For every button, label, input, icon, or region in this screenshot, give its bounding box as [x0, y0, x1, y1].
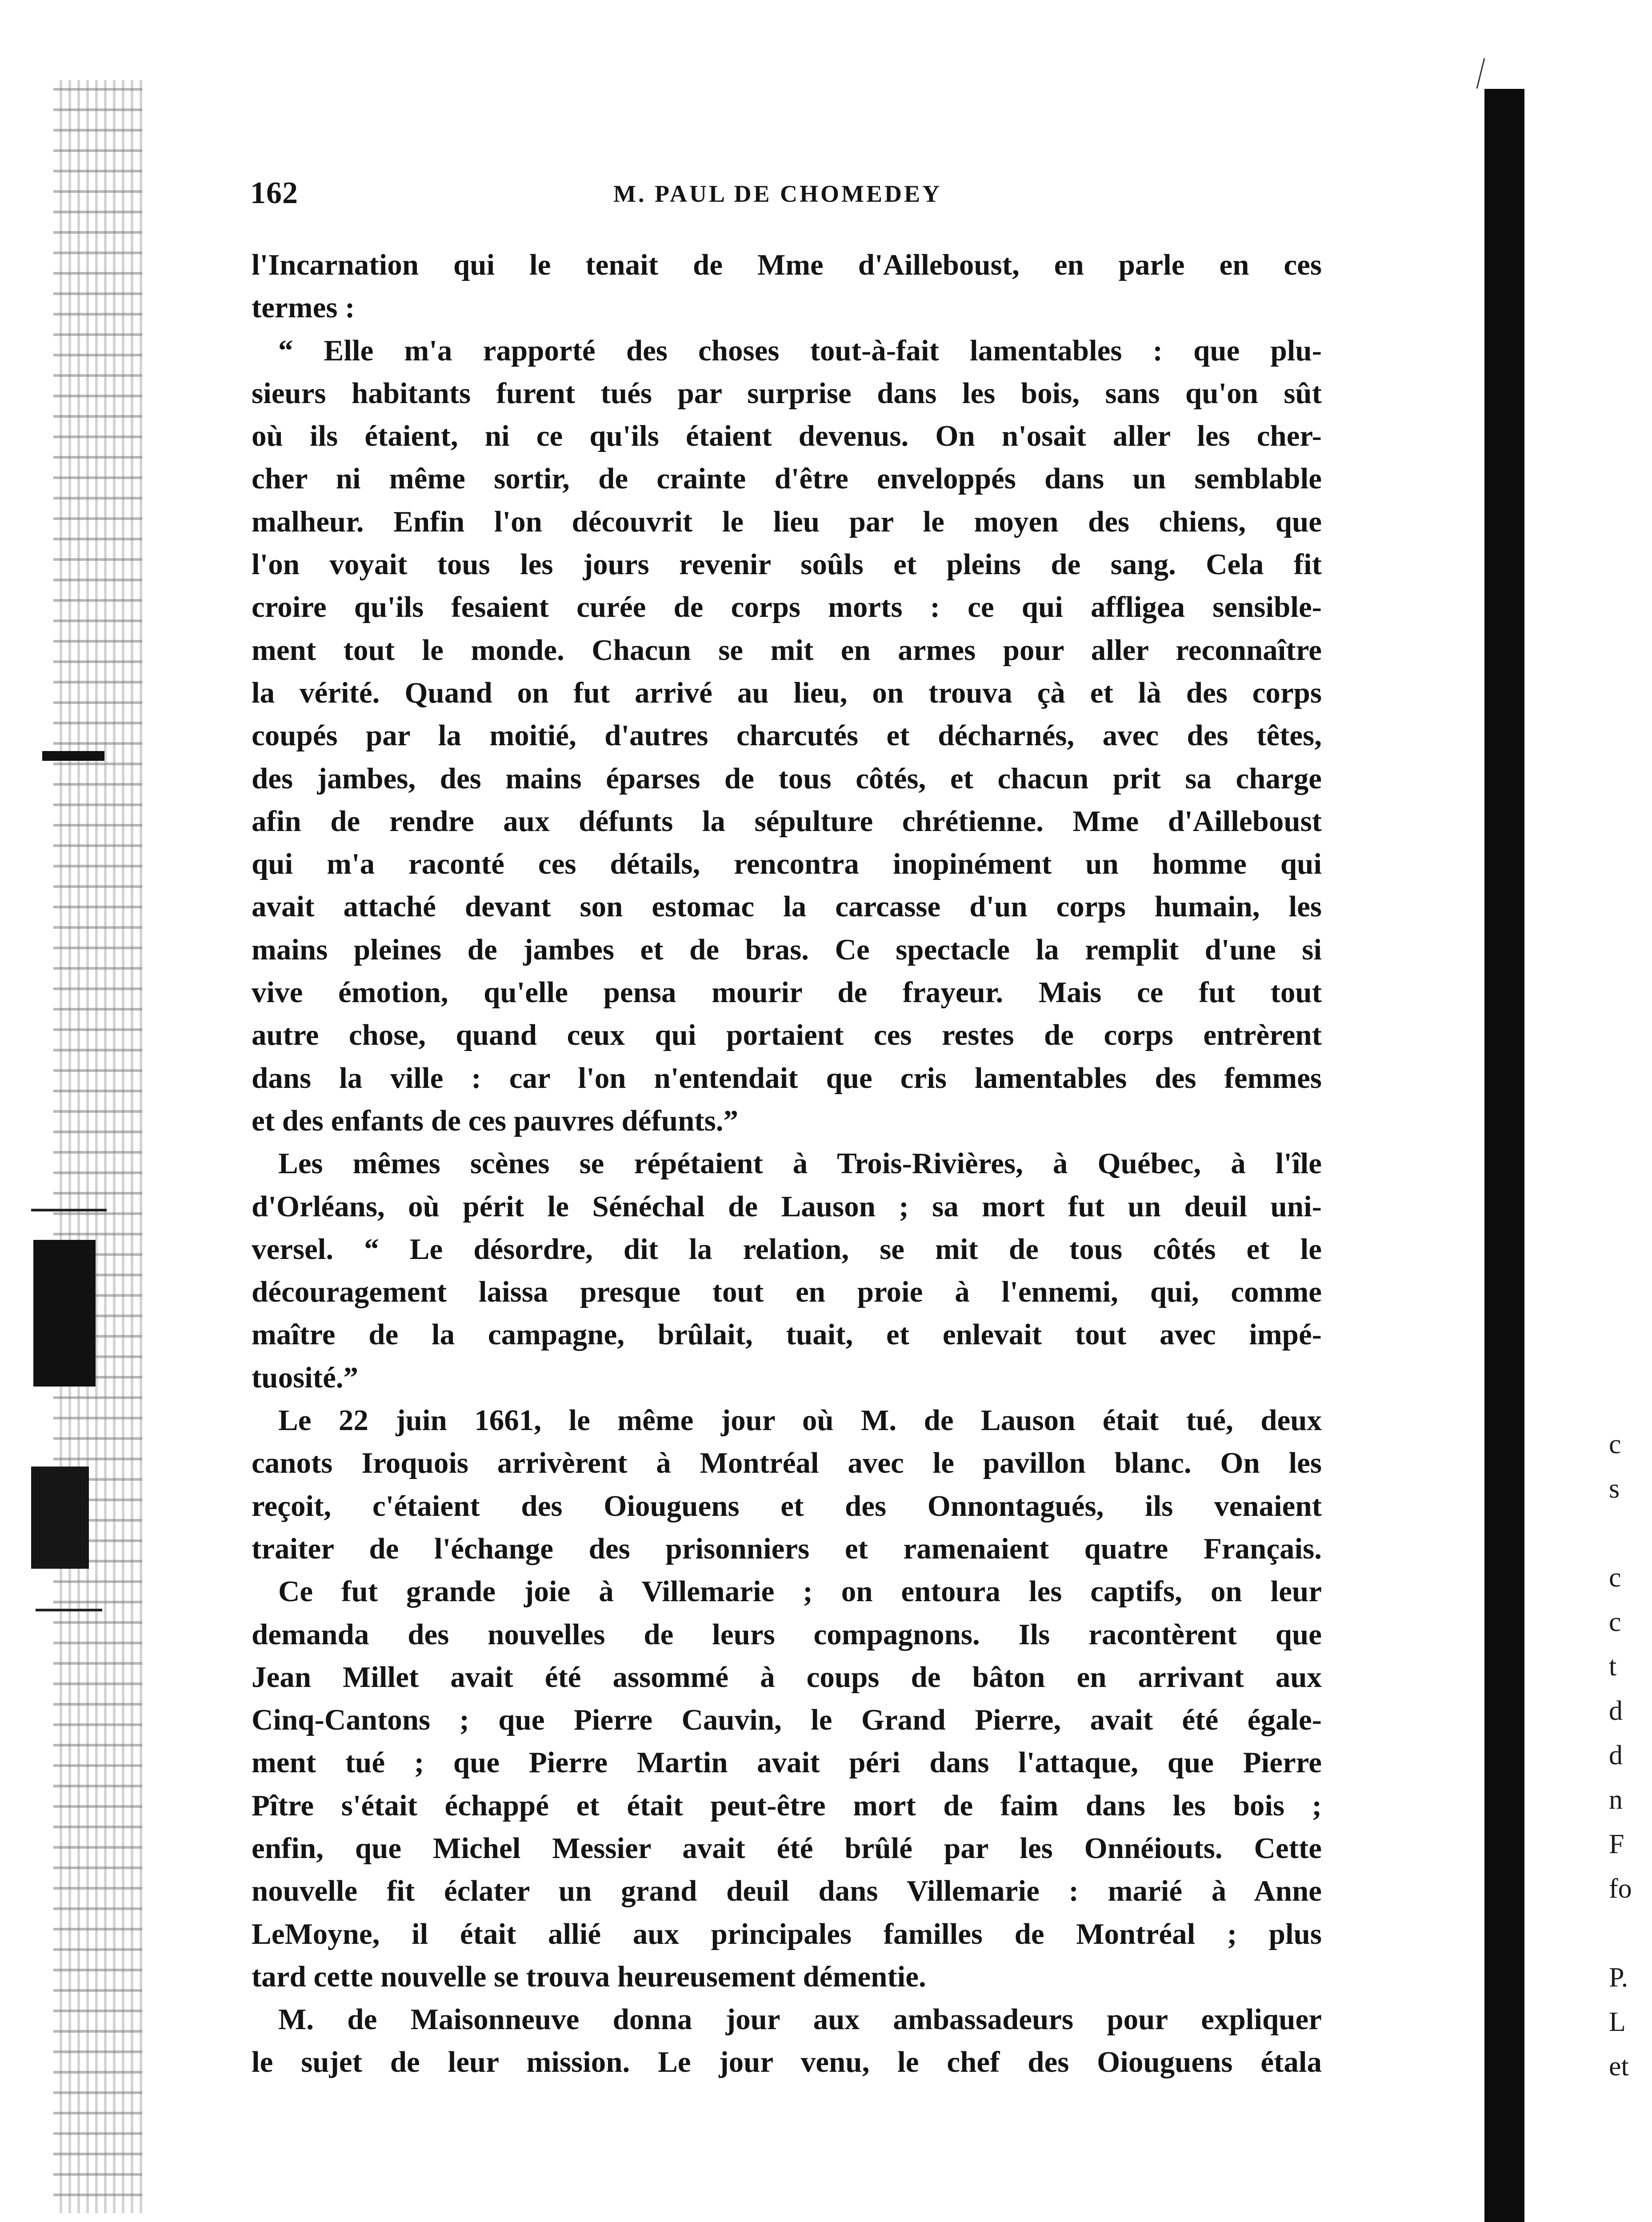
- text-line: reçoit, c'étaient des Oiouguens et des Onnontagués, ils venaient: [252, 1489, 1322, 1523]
- text-line: malheur. Enfin l'on découvrit le lieu par le moyen des chiens, que: [252, 505, 1322, 538]
- text-line: coupés par la moitié, d'autres charcutés et décharnés, avec des têtes,: [252, 719, 1322, 752]
- scan-artifact-mark: [42, 751, 104, 761]
- facing-page-line: L: [1609, 2007, 1626, 2037]
- facing-page-line: d: [1609, 1740, 1623, 1770]
- text-line: qui m'a raconté ces détails, rencontra inopinément un homme qui: [252, 847, 1322, 881]
- facing-page-line: d: [1609, 1696, 1623, 1726]
- text-line: tard cette nouvelle se trouva heureusement démentie.: [252, 1960, 926, 1993]
- facing-page-line: F: [1609, 1829, 1624, 1859]
- facing-page-line: P.: [1609, 1962, 1628, 1993]
- text-line: traiter de l'échange des prisonniers et ramenaient quatre Français.: [252, 1532, 1322, 1565]
- text-line: maître de la campagne, brûlait, tuait, et enlevait tout avec impé-: [252, 1318, 1322, 1351]
- text-line: Le 22 juin 1661, le même jour où M. de Lauson était tué, deux: [278, 1404, 1322, 1437]
- text-line: sieurs habitants furent tués par surprise dans les bois, sans qu'on sût: [252, 376, 1322, 410]
- facing-page-line: fo: [1609, 1874, 1632, 1904]
- text-line: ment tout le monde. Chacun se mit en armes pour aller reconnaître: [252, 633, 1322, 667]
- facing-page-line: c: [1609, 1563, 1621, 1593]
- text-line: l'on voyait tous les jours revenir soûls et pleins de sang. Cela fit: [252, 548, 1322, 581]
- book-binding-shadow: [1484, 89, 1524, 2222]
- scan-artifact-tick: [1476, 58, 1485, 89]
- text-line: croire qu'ils fesaient curée de corps morts : ce qui affligea sensible-: [252, 591, 1322, 624]
- text-line: afin de rendre aux défunts la sépulture chrétienne. Mme d'Ailleboust: [252, 804, 1322, 838]
- text-line: cher ni même sortir, de crainte d'être enveloppés dans un semblable: [252, 462, 1322, 496]
- scan-noise-left-margin: [53, 80, 142, 2213]
- text-line: des jambes, des mains éparses de tous côtés, et chacun prit sa charge: [252, 762, 1322, 795]
- facing-page-line: c: [1609, 1607, 1621, 1637]
- text-line: l'Incarnation qui le tenait de Mme d'Ailleboust, en parle en ces: [252, 248, 1322, 281]
- text-line: canots Iroquois arrivèrent à Montréal avec le pavillon blanc. On les: [252, 1447, 1322, 1480]
- text-line: “ Elle m'a rapporté des choses tout-à-fait lamentables : que plu-: [278, 334, 1322, 367]
- text-line: ment tué ; que Pierre Martin avait péri dans l'attaque, que Pierre: [252, 1746, 1322, 1779]
- text-line: versel. “ Le désordre, dit la relation, se mit de tous côtés et le: [252, 1232, 1322, 1266]
- text-line: demanda des nouvelles de leurs compagnons. Ils racontèrent que: [252, 1618, 1322, 1651]
- facing-page-line: et: [1609, 2051, 1629, 2082]
- scan-artifact-rule: [31, 1209, 107, 1211]
- running-title: M. PAUL DE CHOMEDEY: [613, 180, 942, 207]
- facing-page-line: t: [1609, 1651, 1617, 1682]
- facing-page-line: c: [1609, 1429, 1621, 1459]
- text-line: nouvelle fit éclater un grand deuil dans Villemarie : marié à Anne: [252, 1874, 1322, 1908]
- text-line: LeMoyne, il était allié aux principales familles de Montréal ; plus: [252, 1917, 1322, 1950]
- facing-page-line: s: [1609, 1474, 1620, 1504]
- facing-page-fragment: [1609, 1422, 1652, 2089]
- text-line: Cinq-Cantons ; que Pierre Cauvin, le Grand Pierre, avait été égale-: [252, 1703, 1322, 1737]
- text-line: dans la ville : car l'on n'entendait que cris lamentables des femmes: [252, 1061, 1322, 1095]
- text-line: vive émotion, qu'elle pensa mourir de frayeur. Mais ce fut tout: [252, 976, 1322, 1009]
- facing-page-line: n: [1609, 1785, 1623, 1815]
- text-line: avait attaché devant son estomac la carcasse d'un corps humain, les: [252, 890, 1322, 923]
- scan-artifact-block: [31, 1467, 89, 1569]
- scan-artifact-rule: [36, 1609, 102, 1611]
- text-line: M. de Maisonneuve donna jour aux ambassadeurs pour expliquer: [278, 2003, 1322, 2036]
- text-line: Les mêmes scènes se répétaient à Trois-Rivières, à Québec, à l'île: [278, 1147, 1322, 1180]
- text-line: Ce fut grande joie à Villemarie ; on entoura les captifs, on leur: [278, 1575, 1322, 1608]
- text-line: découragement laissa presque tout en proie à l'ennemi, qui, comme: [252, 1275, 1322, 1309]
- body-text: [252, 244, 1322, 2084]
- text-line: enfin, que Michel Messier avait été brûlé par les Onnéiouts. Cette: [252, 1831, 1322, 1865]
- text-line: d'Orléans, où périt le Sénéchal de Lauson ; sa mort fut un deuil uni-: [252, 1190, 1322, 1223]
- text-line: Pître s'était échappé et était peut-être mort de faim dans les bois ;: [252, 1789, 1322, 1822]
- page-number: 162: [250, 176, 298, 210]
- text-line: Jean Millet avait été assommé à coups de bâton en arrivant aux: [252, 1660, 1322, 1694]
- text-line: où ils étaient, ni ce qu'ils étaient devenus. On n'osait aller les cher-: [252, 420, 1322, 453]
- text-line: termes :: [252, 291, 355, 324]
- scan-artifact-block: [33, 1240, 96, 1387]
- text-line: autre chose, quand ceux qui portaient ces restes de corps entrèrent: [252, 1019, 1322, 1052]
- facing-page-line: [1609, 1911, 1652, 1955]
- text-line: la vérité. Quand on fut arrivé au lieu, on trouva çà et là des corps: [252, 676, 1322, 709]
- text-line: tuosité.”: [252, 1361, 359, 1394]
- facing-page-line: [1609, 1511, 1652, 1555]
- text-line: et des enfants de ces pauvres défunts.”: [252, 1104, 738, 1137]
- text-line: mains pleines de jambes et de bras. Ce spectacle la remplit d'une si: [252, 933, 1322, 966]
- text-line: le sujet de leur mission. Le jour venu, le chef des Oiouguens étala: [252, 2046, 1322, 2079]
